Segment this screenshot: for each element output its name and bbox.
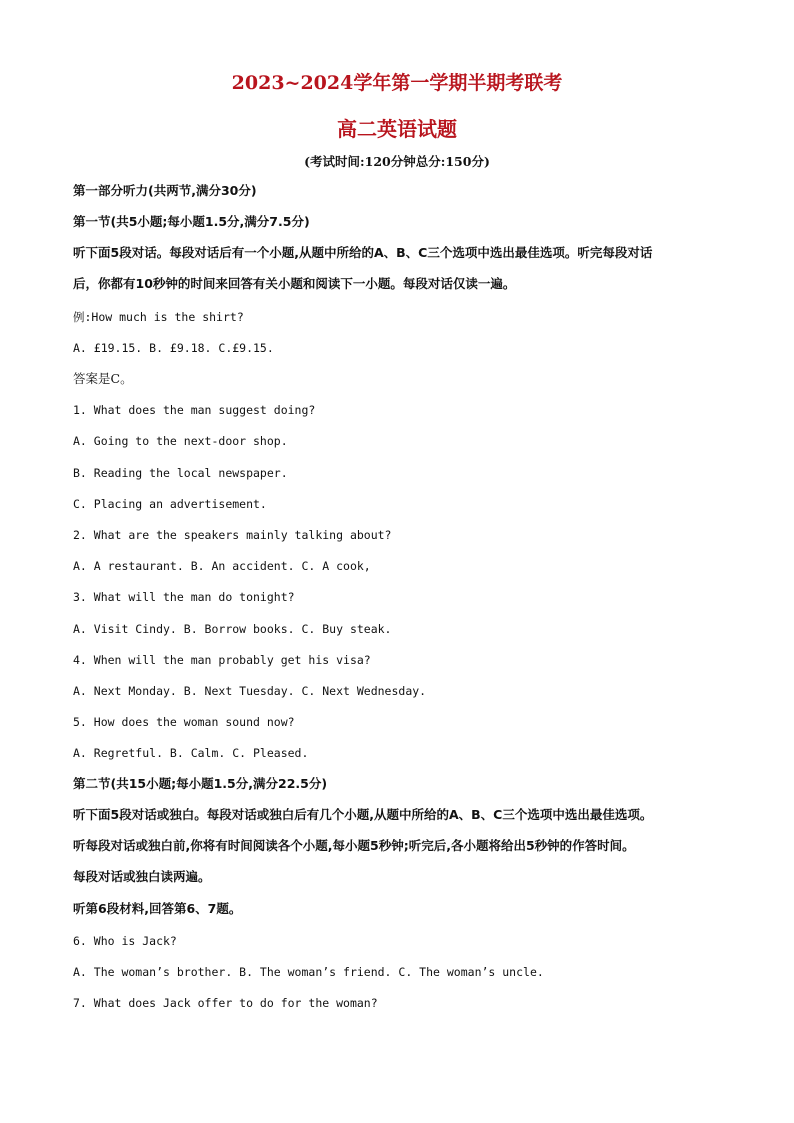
instruction-line: 听每段对话或独白前,你将有时间阅读各个小题,每小题5秒钟;听完后,各小题将给出5秒钟的作答时间。 <box>73 838 635 853</box>
example-answer: 答案是C。 <box>73 371 133 386</box>
question-2-options: A. A restaurant. B. An accident. C. A cook, <box>73 559 371 573</box>
question-5-options: A. Regretful. B. Calm. C. Pleased. <box>73 746 309 760</box>
exam-subtitle: 高二英语试题 <box>337 117 457 141</box>
question-4: 4. When will the man probably get his visa? <box>73 653 371 667</box>
question-3-options: A. Visit Cindy. B. Borrow books. C. Buy steak. <box>73 622 392 636</box>
section-two-heading: 第二节(共15小题;每小题1.5分,满分22.5分) <box>73 776 328 791</box>
exam-info: (考试时间:120分钟总分:150分) <box>304 154 490 169</box>
section-one-heading: 第一节(共5小题;每小题1.5分,满分7.5分) <box>73 214 310 229</box>
question-1-option-c: C. Placing an advertisement. <box>73 497 267 511</box>
material-6-heading: 听第6段材料,回答第6、7题。 <box>73 901 242 916</box>
question-7: 7. What does Jack offer to do for the woman? <box>73 996 378 1010</box>
instruction-line: 听下面5段对话。每段对话后有一个小题,从题中所给的A、B、C三个选项中选出最佳选项。听完每段对话 <box>73 245 653 260</box>
question-3: 3. What will the man do tonight? <box>73 590 295 604</box>
question-5: 5. How does the woman sound now? <box>73 715 295 729</box>
instruction-line: 后，你都有10秒钟的时间来回答有关小题和阅读下一小题。每段对话仅读一遍。 <box>73 276 516 291</box>
question-2: 2. What are the speakers mainly talking about? <box>73 528 392 542</box>
question-6-options: A. The woman’s brother. B. The woman’s friend. C. The woman’s uncle. <box>73 965 544 979</box>
question-1-option-b: B. Reading the local newspaper. <box>73 466 288 480</box>
instruction-line: 听下面5段对话或独白。每段对话或独白后有几个小题,从题中所给的A、B、C三个选项中选出最佳选项。 <box>73 807 653 822</box>
question-1: 1. What does the man suggest doing? <box>73 403 316 417</box>
exam-title: 2023~2024学年第一学期半期考联考 <box>231 72 563 94</box>
question-6: 6. Who is Jack? <box>73 934 177 948</box>
example-question: 例:How much is the shirt? <box>73 310 244 324</box>
question-4-options: A. Next Monday. B. Next Tuesday. C. Next Wednesday. <box>73 684 427 698</box>
example-options: A. £19.15. B. £9.18. C.£9.15. <box>73 341 274 355</box>
instruction-line: 每段对话或独白读两遍。 <box>73 869 211 884</box>
question-1-option-a: A. Going to the next-door shop. <box>73 434 288 448</box>
part-one-heading: 第一部分听力(共两节,满分30分) <box>73 183 257 198</box>
